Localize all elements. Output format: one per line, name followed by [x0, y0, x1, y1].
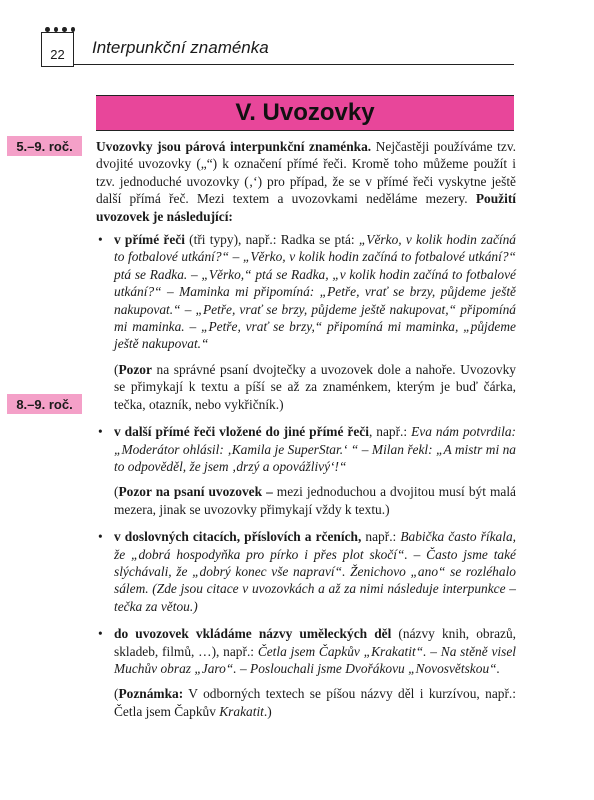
list-item: • v přímé řeči (tři typy), např.: Radka se ptá: „Věrko, v kolik hodin začíná to fotbalové utkání?“ – „Věrko, v kolik hodin začíná to fotbalové utkání?“ ptá se Radka. – „Věrko,“ ptá se Radka, „v kolik hodin začíná to fotbalové utkání?“ – Maminka mi připomíná: „Petře, vrať se brzy, půjdeme ještě nakupovat.“ – „Petře, vrať se brzy, půjdeme ještě nakupovat,“ připomíná mi maminka. – „Petře, vrať se brzy,“ připomíná mi maminka, „půjdeme ještě nakupovat.“ (Pozor na správné psaní dvojtečky a uvozovek dole a nahoře. Uvozovky se přimykají k textu a píší se až za znaménkem, kterým je buď čárka, tečka, otazník, nebo vykřičník.) [98, 232, 516, 412]
usage-list [96, 231, 516, 720]
header-rule [74, 64, 514, 65]
grade-label-5-9: 5.–9. roč. [7, 136, 82, 156]
list-item: • do uvozovek vkládáme názvy uměleckých děl (názvy knih, obrazů, skladeb, filmů, …), např.: Četla jsem Čapkův „Krakatit“. – Na stěně visel Muchův obraz „Jaro“. – Poslouchali jsme Dvořákovu „Novosvětskou“. (Poznámka: V odborných textech se píšou názvy děl i kurzívou, např.: Četla jsem Čapkův Krakatit.) [98, 626, 517, 719]
page-number: 22 [50, 47, 65, 62]
binder-dots-icon [45, 27, 75, 37]
note: (Poznámka: V odborných textech se píšou názvy děl i kurzívou, např.: Četla jsem Čapkův Krakatit.) [114, 686, 516, 719]
section-title: V. Uvozovky [96, 95, 514, 131]
intro-paragraph: Uvozovky jsou párová interpunkční znaménka. Nejčastěji používáme tzv. dvojité uvozovky („“) k označení přímé řeči. Kromě toho můžeme použít i tzv. jednoduché uvozovky (‚‘) pro případ, že se v přímé řeči vyskytne ještě další přímá řeč. Mezi textem a uvozovkami neděláme mezery. Použití uvozovek je následující: [96, 139, 516, 224]
list-item: • v doslovných citacích, příslovích a rčeních, např.: Babička často říkala, že „dobrá hospodyňka pro pírko i přes plot skočí“. – Často jsme také slýchávali, že „dobrý konec vše napraví“. Ženichovo „ano“ se rozléhalo sálem. (Zde jsou citace v uvozovkách a až za nimi následuje interpunkce – tečka za větou.) [98, 529, 516, 614]
note: (Pozor na psaní uvozovek – mezi jednoduchou a dvojitou musí být malá mezera, jinak se uvozovky přimykají vždy k textu.) [114, 484, 516, 517]
bullet-icon: • [98, 424, 103, 440]
main-text [96, 138, 516, 720]
page-number-box [41, 32, 74, 67]
list-item: • v další přímé řeči vložené do jiné přímé řeči, např.: Eva nám potvrdila: „Moderátor ohlásil: ‚Kamila je SuperStar.‘ “ – Milan řekl: „A mistr mi na to odpověděl, že jsem ‚drzý a opovážlivý‘!“ (Pozor na psaní uvozovek – mezi jednoduchou a dvojitou musí být malá mezera, jinak se uvozovky přimykají vždy k textu.) [98, 424, 517, 517]
grade-label-8-9: 8.–9. roč. [7, 394, 82, 414]
running-title: Interpunkční znaménka [92, 38, 269, 57]
bullet-icon: • [98, 626, 103, 642]
bullet-icon: • [98, 232, 103, 248]
bullet-icon: • [98, 529, 103, 545]
note: (Pozor na správné psaní dvojtečky a uvozovek dole a nahoře. Uvozovky se přimykají k textu a píší se až za znaménkem, kterým je buď čárka, tečka, otazník, nebo vykřičník.) [114, 361, 516, 412]
